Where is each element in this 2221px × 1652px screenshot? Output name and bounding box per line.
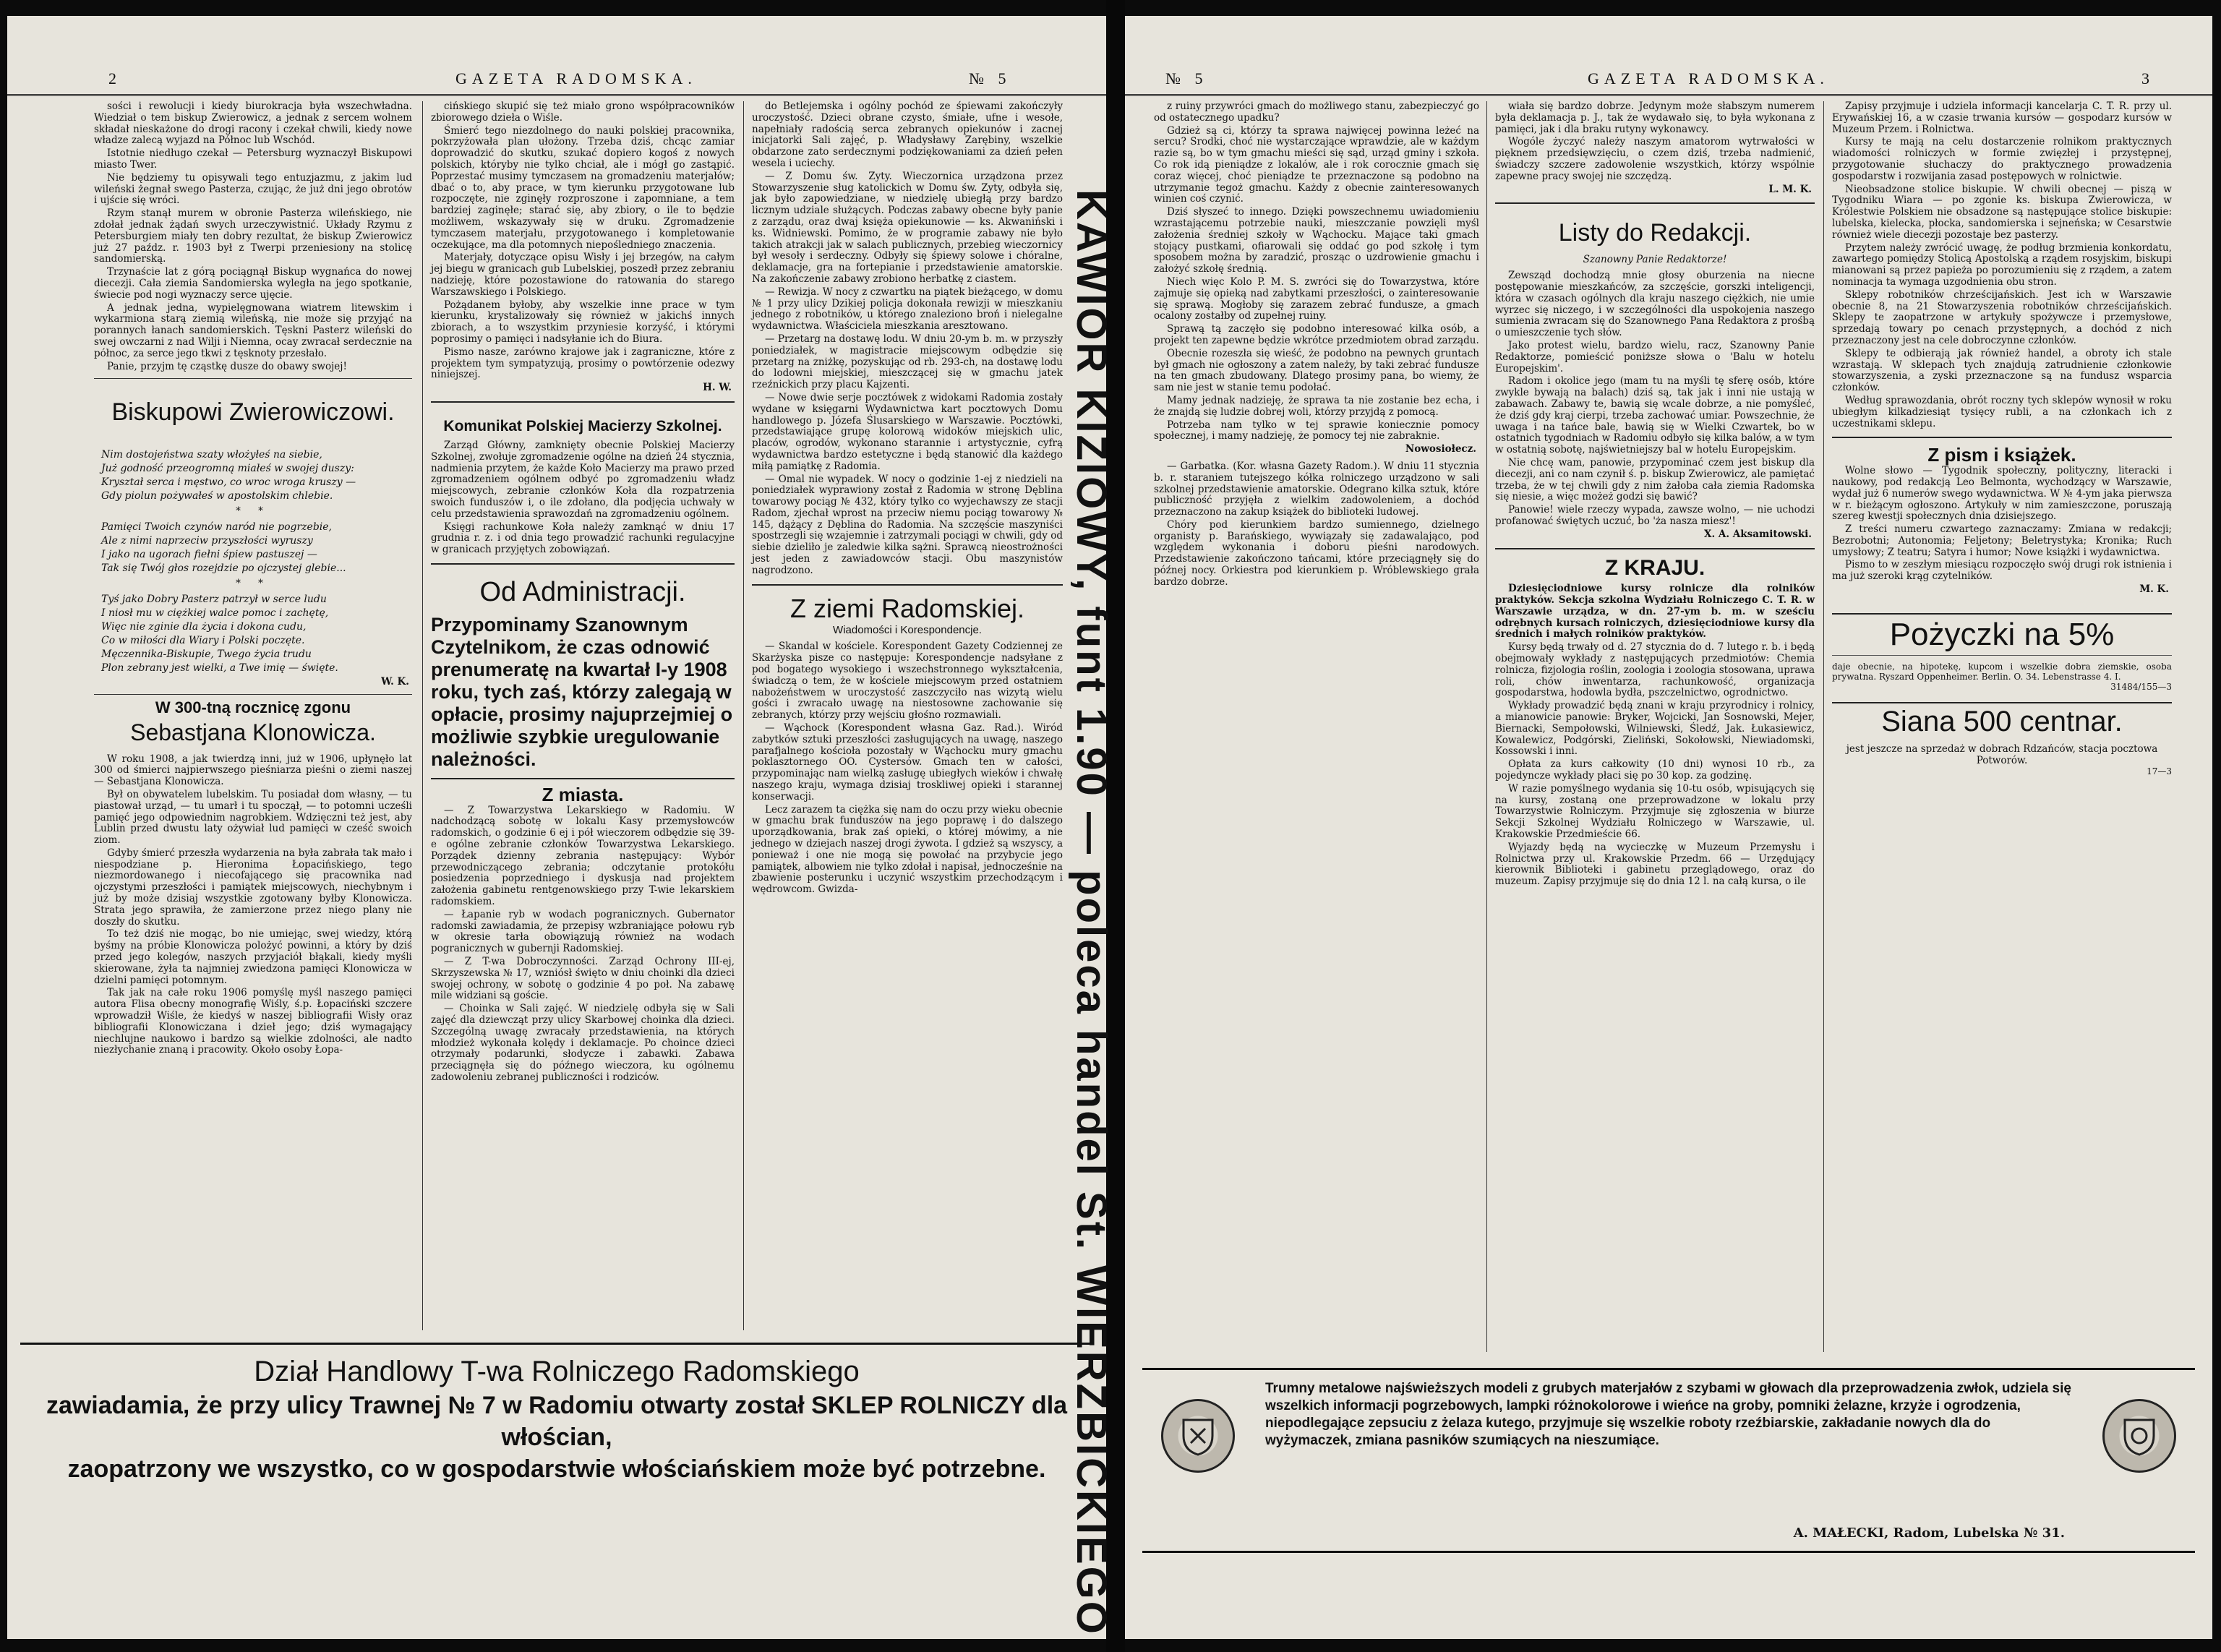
paragraph: Zapisy przyjmuje i udziela informacji kancelarja C. T. R. przy ul. Erywańskiej 16, a w czasie trwania kursów — gospodarz kursów w Muzeum Przem. i Rolnictwa. bbox=[1832, 100, 2172, 135]
paragraph: — Omal nie wypadek. W nocy o godzinie 1-ej z niedzieli na poniedziałek wyprawiony został z Radomia w stronę Dęblina towarowy pociąg № 432, który tylko co wyjechawszy ze stacji Radom, zjechał wprost na przeciw niemu pociąg towarowy № 145, dążący z Dęblina do Radomia. Na szczęście maszyniści spostrzegli się wzajemnie i zatrzymali pociągi w chwili, gdy od siebie dzieliło je zaledwie kilka sążni. Sprawcą nieostrożności jest jeden z zawiadowców stacji. Obu maszynistów nagrodzono. bbox=[752, 473, 1063, 576]
right-page bbox=[1125, 16, 2212, 1639]
administration-notice: Przypominamy Szanownym Czytelnikom, że czas odnowić prenumeratę na kwartał I-y 1908 roku, tych zaś, którzy zalegają w opłacie, prosimy najuprzejmiej o możliwie szybkie uregulowanie należności. bbox=[431, 613, 733, 770]
poem-line: Więc nie zginie dla życia i dokona cudu, bbox=[101, 620, 307, 633]
right-running-head bbox=[1125, 65, 2212, 96]
paragraph: Dziesięciodniowe kursy rolnicze dla rolników praktyków. Sekcja szkolna Wydziału Rolniczego C. T. R. w Warszawie urządza, w dn. 27-ym b. m. w sześciu odrębnych kursach rolniczych, dziesięciodniowe kursy dla średnich i małych rolników praktyków. bbox=[1495, 583, 1815, 641]
divider bbox=[94, 378, 412, 379]
article-signature: L. M. K. bbox=[1768, 183, 1812, 195]
divider bbox=[1495, 548, 1815, 549]
page-number: 2 bbox=[108, 69, 121, 87]
bottom-ad-line-1: Dział Handlowy T-wa Rolniczego Radomskiego bbox=[254, 1356, 860, 1387]
paragraph: — Z Domu św. Zyty. Wieczornica urządzona przez Stowarzyszenie sług katolickich w Domu św. Zyty, odbyła się, jak było zapowiedziane, w niedzielę ubiegłą przy bardzo licznym udziale służących. Podczas zabawy obecne były panie z zarządu, oraz dwaj księża opiekunowie — ks. Akwaniński i ks. Widniewski. Pomimo, że w programie zabawy nie było takich atrakcji jak w salach publicznych, przebieg wieczornicy był wesoły i serdeczny. Odbyły się śpiewy solowe i chóralne, deklamacje, gra na fortepianie i przedstawienie amatorskie. Na zakończenie zabawy zrobiono herbatkę z ciastem. bbox=[752, 170, 1063, 285]
paragraph: A jednak jedna, wypielęgnowana wiatrem litewskim i wykarmiona starą ziemią wileńską, nie może się przyjąć na porannych łanach sandomierskich. Tęskni Pasterz wileński do swej owczarni z nad Wilji i Niemna, ocay zwracał serdecznie na północ, za serce jego tkwi z tęsknoty przesłało. bbox=[94, 301, 412, 359]
page-number: 3 bbox=[2141, 69, 2154, 87]
left-column-2 bbox=[431, 101, 735, 1330]
administration-title: Od Administracji. bbox=[479, 576, 686, 607]
article-signature: Nowosiołecz. bbox=[1405, 443, 1476, 455]
paragraph: Wyjazdy będą na wycieczkę w Muzeum Przemysłu i Rolnictwa przy ul. Krakowskie Przedm. 66 — Urzędujący kierownik Biblioteki i gabinetu przeglądowego, oraz do muzeum. Zapisy przyjmuje się do dnia 12 l. na całą kursa, o ile bbox=[1495, 841, 1815, 888]
paragraph: Dziś słyszeć to innego. Dzięki powszechnemu uwiadomieniu wzrastającemu potrzebie nauki, mieszczanie powzięli myśl założenia średniej szkoły w Wąchocku. Mające taki gmach stojący pustkami, ofiarowali się oddać go pod szkołę i tym sposobem można by zaradzić, prosząc o uzdrowienie gmachu i założyć szkołę średnią. bbox=[1154, 206, 1479, 275]
emblem-icon bbox=[1176, 1414, 1220, 1458]
coat-of-arms-seal-right bbox=[2102, 1399, 2176, 1473]
paragraph: Niech więc Kolo P. M. S. zwróci się do Towarzystwa, które zajmuje się opieką nad zabytkami przeszłości, o zainteresowanie się sprawą. Mogłoby się zarazem zebrać fundusze, a gmach ocalony zostałby od zupełnej ruiny. bbox=[1154, 275, 1479, 322]
paragraph: To też dziś nie mogąc, bo nie umiejąc, swej wiedzy, którą byśmy na próbie Klonowicza polożyć powinni, a który by dziś przed jego kolegów, naszych przyjaciół błąkali, kiedy myśli skierowane, żyła ta najmniej zwiedzona pamięci Klonowicza w dzielni pamięci potomnym. bbox=[94, 928, 412, 986]
vertical-advertisement bbox=[1068, 189, 1119, 1636]
poem-line: Plon zebrany jest wielki, a Twe imię — święte. bbox=[101, 662, 338, 674]
divider bbox=[1832, 437, 2172, 438]
column-rule bbox=[422, 101, 423, 1330]
paragraph: Sklepy te odbierają jak również handel, a obroty ich stale wzrastają. W sklepach tych znajdują zatrudnienie członkowie stowarzyszenia, a zyski przeznaczone są na fundusz wsparcia członków. bbox=[1832, 347, 2172, 394]
column-rule bbox=[1823, 101, 1824, 1352]
poem-stanza-1 bbox=[94, 448, 412, 503]
paragraph: — Z Towarzystwa Lekarskiego w Radomiu. W nadchodzącą sobotę w lokalu Kasy przemysłowców radomskich, o godzinie 6 ej i pół wieczorem odbędzie się 39-e ogólne zebranie członków Towarzystwa Lekarskiego. Porządek dzienny zebrania następujący: Wybór przewodniczącego zebrania; odczytanie protokółu posiedzenia poprzedniego i dyskusja nad projektem założenia gabinetu rentgenowskiego przy T-wie lekarskiem radomskiem. bbox=[431, 804, 735, 908]
poem-line: Ale z nimi naprzeciw przyszłości wyruszy bbox=[101, 535, 313, 547]
komunikat-title: Komunikat Polskiej Macierzy Szkolnej. bbox=[443, 417, 722, 435]
left-column-3 bbox=[752, 101, 1063, 1330]
poem-stanza-3 bbox=[94, 593, 412, 675]
paragraph: Materjały, dotyczące opisu Wisły i jej brzegów, na całym jej biegu w granicach gub Lubelskiej, poszedł przez zebraniu nadzieję, które pozostawione do ratowania do starego Warszawskiego i Polskiego. bbox=[431, 252, 735, 298]
z-miasta-title: Z miasta. bbox=[542, 783, 624, 805]
paragraph: z ruiny przywróci gmach do możliwego stanu, zabezpieczyć go od ostatecznego upadku? bbox=[1154, 100, 1479, 124]
article-signature: M. K. bbox=[2139, 583, 2169, 596]
paragraph: — Rewizja. W nocy z czwartku na piątek bieżącego, w domu № 1 przy ulicy Dzikiej policja dokonała rewizji w mieszkaniu jednego z robotników, u którego znaleziono broń i nielegalne wydawnictwa. Właściciela mieszkania aresztowano. bbox=[752, 286, 1063, 333]
column-rule bbox=[1486, 101, 1487, 1352]
left-running-head bbox=[7, 65, 1106, 96]
loans-ad-title: Pożyczki na 5% bbox=[1832, 613, 2172, 656]
paragraph: W razie pomyślnego wydania się 10-tu osób, wpisujących się na kursy, zostaną one przeprowadzone w lokalu przy Towarzystwie Rolniczym. Przyjmuje się zgłoszenia w biurze Sekcji Szkolnej Wydziału Rolniczego w Warszawie, ul. Krakowskie Przedmieście 66. bbox=[1495, 782, 1815, 841]
paragraph: — Choinka w Sali zajęć. W niedzielę odbyła się w Sali zajęć dla dziewcząt przy ulicy Skarbowej choinka dla dzieci. Szczególną uwagę zwracały przedstawienia, na których młodzież wykonała kolędy i deklamacje. Po choince dzieci otrzymały podarunki, słodycze i zabawki. Zabawa przeciągnęła się do późnego wieczora, ku ogólnemu zadowoleniu zebranej publiczności i rodziców. bbox=[431, 1003, 735, 1084]
divider bbox=[752, 584, 1063, 586]
z-ziemi-title: Z ziemi Radomskiej. bbox=[789, 593, 1025, 623]
paragraph: Nie chcę wam, panowie, przypominać czem jest biskup dla diecezji, ani co nam czynił ś. p. biskup Zwierowicz, ale pamiętać trzeba, że w tej chwili gdy z nim żałoba cała ziemia Radomska się niesie, a więc możeż godzi się bawić? bbox=[1495, 456, 1815, 503]
poem-line: Tyś jako Dobry Pasterz patrzył w serce ludu bbox=[101, 593, 327, 605]
paragraph: — Garbatka. (Kor. własna Gazety Radom.). W dniu 11 stycznia b. r. staraniem tutejszego kółka rolniczego urządzono w sali szkolnej przedstawienie amatorskie. Odegrano kilka sztuk, które publiczność przyjęła z wielkim zadowoleniem, a dochód przeznaczono na zakup książek do biblioteki ludowej. bbox=[1154, 460, 1479, 518]
paragraph: Pismo to w zeszłym miesiącu rozpoczęło swój drugi rok istnienia i ma już szeroki krąg czytelników. bbox=[1832, 559, 2172, 583]
letter-signature: X. A. Aksamitowski. bbox=[1704, 528, 1812, 540]
poem-signature: W. K. bbox=[381, 675, 409, 688]
vertical-ad-text: KAWIOR KIZIOWY, funt 1.90 — poleca handel St. WIERZBICKIEGO bbox=[1068, 189, 1115, 1636]
paragraph: Zewsząd dochodzą mnie głosy oburzenia na niecne postępowanie mieszkańców, za szczęście, gorszki inteligencji, która w czasach ogólnych dla kraju naszego ciężkich, nie umie wyrzec się niczego, i w szczególności dla uspokojenia naszego sumienia zwracam się do Szanownego Pana Redaktora z prośbą o umieszczenie tych słów. bbox=[1495, 270, 1815, 339]
paragraph: Sprawą tą zaczęło się podobno interesować kilka osób, a projekt ten zapewne będzie wkrótce przedmiotem obrad zarządu. bbox=[1154, 323, 1479, 346]
loans-ad-code: 31484/155—3 bbox=[2110, 681, 2172, 692]
paragraph: Panowie! wiele rzeczy wypada, zawsze wolno, — nie uchodzi profanować świętych uczuć, bo 'ża nasza miesz'! bbox=[1495, 504, 1815, 527]
coffin-advertisement bbox=[1142, 1368, 2195, 1553]
poem-title: Biskupowi Zwierowiczowi. bbox=[111, 398, 395, 427]
column-rule bbox=[743, 101, 744, 1330]
coffin-ad-signature: A. MAŁECKI, Radom, Lubelska № 31. bbox=[1793, 1525, 2065, 1541]
poem-line: Gdy piolun pożywałeś w apostolskim chlebie. bbox=[101, 490, 333, 502]
bottom-advertisement bbox=[20, 1343, 1093, 1650]
coat-of-arms-seal-left bbox=[1161, 1399, 1235, 1473]
z-kraju-title: Z KRAJU. bbox=[1604, 555, 1706, 580]
paragraph: Rzym stanął murem w obronie Pasterza wileńskiego, nie zdołał jednak żądań swych urzeczywistnić. Układy Rzymu z Petersburgiem miały ten dobry rezultat, że biskup Zwierowicz już 27 paźdz. r. 1903 był z Twerpi przeniesiony na stolicę sandomierską. bbox=[94, 207, 412, 265]
paragraph: Przytem należy zwrócić uwagę, że podług brzmienia konkordatu, zawartego pomiędzy Stolicą Apostolską a rządem rosyjskim, biskupi mianowani są przez papieża po porozumieniu się z rządem, a zatem nominacja ta wymaga uzgodnienia obu stron. bbox=[1832, 241, 2172, 288]
anniversary-title: W 300-tną rocznicę zgonu bbox=[155, 698, 351, 716]
paragraph: Nie będziemy tu opisywali tego entuzjazmu, z jakim lud wileński żegnał swego Pasterza, czując, że już dni jego obrotów i ujście się wróci. bbox=[94, 171, 412, 207]
z-ziemi-subtitle: Wiadomości i Korespondencje. bbox=[833, 623, 982, 636]
paragraph: Trzynaście lat z górą pociągnął Biskup wygnańca do nowej diecezji. Cała ziemia Sandomierska wyległa na jego spotkanie, świecie pod nogi wyznaczy serce ujęcie. bbox=[94, 266, 412, 301]
paragraph: Gdzież są ci, którzy ta sprawa najwięcej powinna leżeć na sercu? Srodki, choć nie wystarczające wprawdzie, ale w każdym razie są, bo w tym gmachu mieści się sąd, urząd gminy i szkoła. Co rok idą pieniądze z lokalów, ale i rok corocznie gmach się coraz więcej, choć pieniądze te przeznaczone są podobno na utrzymanie tegoż gmachu. Każdy z obecnie zainteresowanych winien coś czynić. bbox=[1154, 124, 1479, 205]
paragraph: Wykłady prowadzić będą znani w kraju przyrodnicy i rolnicy, a mianowicie panowie: Bryker, Wojcicki, Jan Sosnowski, Mejer, Biernacki, Sempołowski, Wilniewski, Śledź, Jak. Łukasiewicz, Kowalewicz, Podgórski, Zieliński, Sokołowski, Niewiadomski, Kossowski i inni. bbox=[1495, 700, 1815, 758]
paragraph: Wogóle życzyć należy naszym amatorom wytrwałości w pięknem przedsięwzięciu, o czem dziś, trzeba nadmienić, świadczy szczere zadowolenie wszystkich, którzy wspólnie zapewne pracy swojej nie szczędzą. bbox=[1495, 136, 1815, 182]
poem-line: I niosł mu w ciężkiej walce pomoc i zachętę, bbox=[101, 607, 329, 619]
paragraph: Panie, przyjm tę cząstkę dusze do obawy swojej! bbox=[107, 360, 347, 372]
paragraph: Chóry pod kierunkiem bardzo sumiennego, dzielnego organisty p. Barańskiego, wywiązały się zadawalająco, pod względem wykonania i doboru pieśni narodowych. Przedstawienie zakończono tańcami, które przeciągnęły się do późnej nocy. Orkiestra pod kierunkiem p. Wróblewskiego grała bardzo dobrze. bbox=[1154, 518, 1479, 588]
anniversary-subtitle: Sebastjana Klonowicza. bbox=[130, 719, 376, 745]
poem-line: Męczennika-Biskupie, Twego życia trudu bbox=[101, 648, 312, 660]
paragraph: Potrzeba nam tylko w tej sprawie koniecznie pomocy społecznej, i mamy nadzieję, że pomocy tej nie zabraknie. bbox=[1154, 419, 1479, 442]
right-column-3 bbox=[1832, 101, 2172, 1352]
paragraph: Pożądanem byłoby, aby wszelkie inne prace w tym kierunku, krystalizowały się również w jakichś innych zbiorach, a to wszystkim przyniesie korzyść, i którymi poprosimy o pamięci i nadsyłanie ich do Biura. bbox=[431, 299, 735, 345]
paragraph: do Betlejemska i ogólny pochód ze śpiewami zakończyły uroczystość. Dzieci obrane czysto, śmiałe, ufne i wesołe, napełniały radością serca zebranych opiekunów i zacnej inicjatorki Sali zajęć, p. Władysławy Zarębiny, wszelkie obdarzone zato serdecznymi podziękowaniami za dzień pełen wesela i uciechy. bbox=[752, 100, 1063, 169]
masthead: GAZETA RADOMSKA. bbox=[1588, 69, 1829, 87]
paragraph: Nieobsadzone stolice biskupie. W chwili obecnej — piszą w Tygodniku Wiara — po zgonie ks. biskupa Zwierowicza, w Królestwie Polskiem nie obsadzone są następujące stolice biskupie: lubelska, kielecka, płocka, sandomierska i sejneńska; w Cesarstwie również wiele diecezji pozostaje bez pasterzy. bbox=[1832, 183, 2172, 241]
paragraph: Według sprawozdania, obrót roczny tych sklepów wynosił w roku ubiegłym kilkadziesiąt tysięcy rubli, a na członkach ich z uczestnikami sklepu. bbox=[1832, 394, 2172, 429]
hay-ad-text: jest jeszcze na sprzedaż w dobrach Rdzańców, stacja pocztowa Potworów. bbox=[1846, 742, 2158, 766]
paragraph: wiała się bardzo dobrze. Jedynym może słabszym numerem była deklamacja p. J., tak że wydawało się, to była wykonana z pamięci, jak i dla braku rutyny wykonawcy. bbox=[1495, 100, 1815, 135]
paragraph: Obecnie rozeszła się wieść, że podobno na pewnych gruntach był gmach nie ogłoszony a zatem należy, by taki zebrać fundusze na ten gmach zbudowany. Dlatego prosimy pana, bo wiemy, że sam nie jest w stanie temu podołać. bbox=[1154, 347, 1479, 394]
poem-stanza-2 bbox=[94, 521, 412, 575]
loans-ad-text: daje obecnie, na hipotekę, kupcom i wszelkie dobra ziemskie, osoba prywatna. Ryszard Oppenheimer. Berlin. O. 34. Lebenstrasse 4. I. bbox=[1832, 661, 2172, 682]
paragraph: W roku 1908, a jak twierdzą inni, już w 1906, upłynęło lat 300 od śmierci najpierwszego pieśniarza pieśni o ziemi naszej — Sebastjana Klonowicza. bbox=[94, 753, 412, 788]
paragraph: Pismo nasze, zarówno krajowe jak i zagraniczne, które z projektem tym sympatyzują, prosimy o powtórzenie odezwy niniejszej. bbox=[431, 346, 735, 381]
paragraph: Gdyby śmierć przeszła wydarzenia na była zabrała tak mało i niespodziane p. Hieronima Łopacińskiego, tego niezmordowanego i niecofającego się pracownika nad ojczystymi przeszłości i pamiątek miejscowych, niechybnym i już by może dzisiaj wszystkie zgotowany byłby Klonowicza. Strata jego sprawiła, że zamierzone przez niego plany nie doszły do skutku. bbox=[94, 847, 412, 928]
paragraph: Kursy będą trwały od d. 27 stycznia do d. 7 lutego r. b. i będą obejmowały wykłady z następujących przedmiotów: Chemia rolnicza, fizjologia roślin, zoologia i zoologia stosowana, uprawa roli, chów inwentarza, rachunkowość, organizacja gospodarstwa, hodowla bydła, pszczelnictwo, ogrodnictwo. bbox=[1495, 641, 1815, 699]
divider bbox=[94, 694, 412, 695]
poem-line: Co w miłości dla Wiary i Polski poczęte. bbox=[101, 634, 305, 646]
paragraph: — Skandal w kościele. Korespondent Gazety Codziennej ze Skarżyska pisze co następuje: Korespondencje nadsyłane z pod bogatego wysokiego i wszechstronnego wykształcenia, świadczą o tem, że w kościele miejscowym przed ostatniem nabożeństwem w uroczystość zaszczyciło nas wizytą wielu gości i zwracało uwagę na niestosowne zachowanie się zebranych, którzy przy wejściu głośno rozmawiali. bbox=[752, 641, 1063, 722]
right-column-1 bbox=[1154, 101, 1479, 1352]
paragraph: sości i rewolucji i kiedy biurokracja była wszechwładna. Wiedział o tem biskup Zwierowicz, a jednak z sercem wolnem składał nieskażone do drogi racony i czekał chwili, kiedy nowe władze zalecą wyjazd na Północ lub Wschód. bbox=[94, 100, 412, 147]
z-pism-title: Z pism i książek. bbox=[1927, 444, 2076, 466]
article-signature: H. W. bbox=[703, 382, 732, 394]
paragraph: Wolne słowo — Tygodnik społeczny, polityczny, literacki i naukowy, pod redakcją Leo Belmonta, wychodzący w Warszawie, wydał już 6 numerów swego wydawnictwa. W № 4-ym jaka pierwsza w r. bieżącym ogłoszono. Artykuły w nim zamieszczone, poruszają szereg kwestji społecznych dnia dzisiejszego. bbox=[1832, 465, 2172, 523]
poem-line: Już godność przeogromną miałeś w swojej duszy: bbox=[101, 463, 354, 475]
divider bbox=[431, 401, 735, 403]
poem-line: Kryształ serca i męstwo, co wroc wroga kruszy — bbox=[101, 476, 356, 489]
stars-separator: * * bbox=[236, 505, 270, 518]
coffin-ad-text: Trumny metalowe najświeższych modeli z grubych materjałów z szybami w głowach dla przeprowadzenia zwłok, udziela się wszelkich informacji pogrzebowych, lampki różnokolorowe i wieńce na groby, pomniki żelazne, krzyże i ogrodzenia, niepodlegające zepsuciu z żelaza kutego, przyjmuje się wszelkie roboty rzeźbiarskie, zakładanie nowych dla do wyżymaczek, zmiana pasników szumiących na nieszumiące. bbox=[1265, 1381, 2071, 1448]
paragraph: Tak jak na całe roku 1906 pomyślę myśl naszego pamięci autora Flisa obecny monografię Wiśly, ś.p. Łopaciński szczere wprowadził Wiśle, że kiedyś w naszej bibliografii Wisły oraz bibliografii Klonowiczana i dzieł jego; dziś wymagający niechlujne naukowo i bardzo są wielkie zdolności, ale nadto niezłychanie znaną i pracowity. Około osoby Łopa- bbox=[94, 987, 412, 1056]
paragraph: Lecz zarazem ta ciężka się nam do oczu przy wieku obecnie w gmachu brak funduszów na jego poprawę i do dalszego uporządkowania, brak zaś opieki, o której mówimy, a nie jednego w dziejach naszej drogi żywota. I gdzież są wszyscy, a ponieważ i one nie mogą się powołać na przybycie jego pamiątek, albowiem nie tylko zdołał i napisał, jednocześnie na zbawienie posterunku i uczynić wszystkim przechodzącym i wędrowcom. Gwizda- bbox=[752, 803, 1063, 896]
listy-title: Listy do Redakcji. bbox=[1558, 219, 1752, 247]
paragraph: Sklepy robotników chrześcijańskich. Jest ich w Warszawie obecnie 8, na 21 Stowarzyszenia robotników chrześcijańskich. Sklepy te zaopatrzone w artykuły spożywcze i przemysłowe, sprzedają towary po cenach przystępnych, a dochód z nich przeznaczony jest na cele dobroczynne członków. bbox=[1832, 288, 2172, 346]
paragraph: cińskiego skupić się też miało grono współpracowników zbiorowego dzieła o Wiśle. bbox=[431, 100, 735, 124]
paragraph: Śmierć tego niezdolnego do nauki polskiej pracownika, pokrzyżowała plan ułożony. Trzeba dziś, chcąc zamiar doprowadzić do skutku, szukać dopiero kogoś z nowych polskich, któryby nie tylko chciał, ale i mógł go zastąpić. Poprzestać musimy tymczasem na gromadzeniu materjałów; dbać o to, aby prace, w tym kierunku przygotowane lub rozpoczęte, nie zginęły rozproszone i zapomniane, a tem bardziej zaginęłe; starać się, aby zbiory, o ile to będzie możliwem, wskazywały się w druku. Zgromadzenie tymczasem materjału, przygotowanego i kompletowanie oczekujące, ma dla potomnych niepośledniego znaczenia. bbox=[431, 124, 735, 251]
hay-ad-code: 17—3 bbox=[2147, 766, 2172, 777]
left-page bbox=[7, 16, 1115, 1639]
divider bbox=[431, 563, 735, 565]
emblem-icon bbox=[2118, 1414, 2161, 1458]
divider bbox=[431, 778, 735, 779]
masthead: GAZETA RADOMSKA. bbox=[455, 69, 697, 87]
listy-salutation: Szanowny Panie Redaktorze! bbox=[1583, 254, 1727, 266]
paragraph: Radom i okolice jego (mam tu na myśli tę sferę osób, które zwykle bywają na balach) dziś są, tak jak i inni nie ustają w zabawach. Zabawy te, bawią się wcale dobrze, a nie pomyśleć, że dziś gdy kraj cierpi, trzeba zachować umiar. Powszechnie, że uwaga i na tańce bale, bawią się w Wielki Czwartek, bo w ostatnich tygodniach w Radomiu odbyło się kilka balów, a w tym w ostatnią sobotę, najświetniejszy bal w hotelu Europejskim. bbox=[1495, 375, 1815, 456]
poem-line: Tak się Twój głos rozejdzie po ojczystej glebie... bbox=[101, 562, 346, 575]
paragraph: Był on obywatelem lubelskim. Tu posiadał dom własny, — tu piastował urząd, — tu umarł i tu spoczął, — to potomni ucześli pamięć jego odpowiednim nagrobkiem. Wdzięczni też jest, aby Lublin przed dwustu laty ożywiał lud pamięci w cześć swoich ziom. bbox=[94, 788, 412, 847]
hay-ad-title: Siana 500 centnar. bbox=[1832, 702, 2172, 740]
stars-separator: * * bbox=[236, 578, 270, 590]
paragraph: Opłata za kurs całkowity (10 dni) wynosi 10 rb., za pojedyncze wykłady płaci się po 30 kop. za godzinę. bbox=[1495, 758, 1815, 782]
right-column-2 bbox=[1495, 101, 1815, 1352]
bottom-ad-line-3: zaopatrzony we wszystko, co w gospodarstwie włościańskiem może być potrzebne. bbox=[67, 1455, 1046, 1483]
poem-line: Pamięci Twoich czynów naród nie pogrzebie, bbox=[101, 521, 332, 534]
paragraph: Kursy te mają na celu dostarczenie rolnikom praktycznych wiadomości rolniczych w formie zwięzłej i przystępnej, przygotowanie słuchaczy do praktycznego prowadzenia gospodarstw i rozwijania zasad postępowych w rolnictwie. bbox=[1832, 136, 2172, 182]
poem-line: Nim dostojeństwa szaty włożyłeś na siebie, bbox=[101, 449, 322, 461]
paragraph: — Przetarg na dostawę lodu. W dniu 20-ym b. m. w przyszły poniedziałek, w magistracie miejscowym odbędzie się przetarg na zniżkę, pozyskując od rb. 293-ch, na dostawę lodu do lodowni miejskiej, mieszczącej się w gmachu jatek rzeźnickich przy placu Kajzenti. bbox=[752, 333, 1063, 391]
issue-number: № 5 bbox=[1165, 69, 1208, 87]
left-column-1 bbox=[94, 101, 412, 1330]
paragraph: Mamy jednak nadzieję, że sprawa ta nie zostanie bez echa, i że znajdą się ludzie dobrej woli, którzy przyjdą z pomocą. bbox=[1154, 394, 1479, 418]
paragraph: Z treści numeru czwartego zaznaczamy: Zmiana w redakcji; Bezrobotni; Autonomia; Feljetony; Beletrystyka; Kronika; Ruch umysłowy; Z teatru; Satyra i humor; Nowe książki i wydawnictwa. bbox=[1832, 523, 2172, 558]
paragraph: — Wąchock (Korespondent własna Gaz. Rad.). Wiród zabytków sztuki przeszłości zasługujących na uwagę, naszego parafjalnego kościoła pozostały w Wąchocku mury gmachu poklasztornego OO. Cystersów. Gmach ten w całości, przypominając nam wielką zasługę ubiegłych wieków i chwałę naszego kraju, wymaga dzisiaj troskliwej opieki i starannej konserwacji. bbox=[752, 722, 1063, 803]
issue-number: № 5 bbox=[969, 69, 1011, 87]
paragraph: Istotnie niedługo czekał — Petersburg wyznaczył Biskupowi miasto Twer. bbox=[94, 147, 412, 171]
bottom-ad-line-2: zawiadamia, że przy ulicy Trawnej № 7 w Radomiu otwarty został SKLEP ROLNICZY dla włościan, bbox=[46, 1392, 1068, 1451]
paragraph: Księgi rachunkowe Koła należy zamknąć w dniu 17 grudnia r. z. i od dnia tego prowadzić rachunki regulacyjne w granicach przyjętych zobowiązań. bbox=[431, 521, 735, 556]
poem-line: I jako na ugorach fiełni śpiew pastuszej — bbox=[101, 549, 317, 561]
divider bbox=[1495, 202, 1815, 204]
paragraph: — Nowe dwie serje pocztówek z widokami Radomia zostały wydane w księgarni Wydawnictwa kart pocztowych Domu handlowego p. Józefa Ślusarskiego w Warszawie. Pocztówki, przedstawiające grupę kolorową widoków miejskich ulic, placów, ogrodów, wykonano starannie i artystycznie, cyfrą wydawnictwa bardzo estetyczne i będą stanowić dla każdego miłą pamiątkę z Radomia. bbox=[752, 391, 1063, 472]
paragraph: — Z T-wa Dobroczynności. Zarząd Ochrony III-ej, Skrzyszewska № 17, wzniósł święto w dniu choinki dla dzieci swojej ochrony, w sobotę o godzinie 4 po poł. Na zabawę mile widziani są goście. bbox=[431, 956, 735, 1002]
paragraph: Zarząd Główny, zamknięty obecnie Polskiej Macierzy Szkolnej, zwołuje zgromadzenie ogólne na dzień 24 stycznia, nadmienia przytem, że każde Koło Macierzy ma prawo przed zgromadzeniem ogólnem odbyć po zgromadzeniu władz miejscowych, zebranie członków Koła dla rozpatrzenia swoich funduszów i, o ile zdołano, dla podjęcia uchwały w celu przedstawienia sprawozdań na zgromadzeniu ogólnem. bbox=[431, 439, 735, 520]
paragraph: — Łapanie ryb w wodach pogranicznych. Gubernator radomski zawiadamia, że przepisy wzbraniające połowu ryb w okresie tarła obowiązują również na wodach pogranicznych w gubernji Radomskiej. bbox=[431, 908, 735, 955]
paragraph: Jako protest wielu, bardzo wielu, racz, Szanowny Panie Redaktorze, pomieścić poniższe słowa o 'Balu w hotelu Europejskim'. bbox=[1495, 339, 1815, 375]
